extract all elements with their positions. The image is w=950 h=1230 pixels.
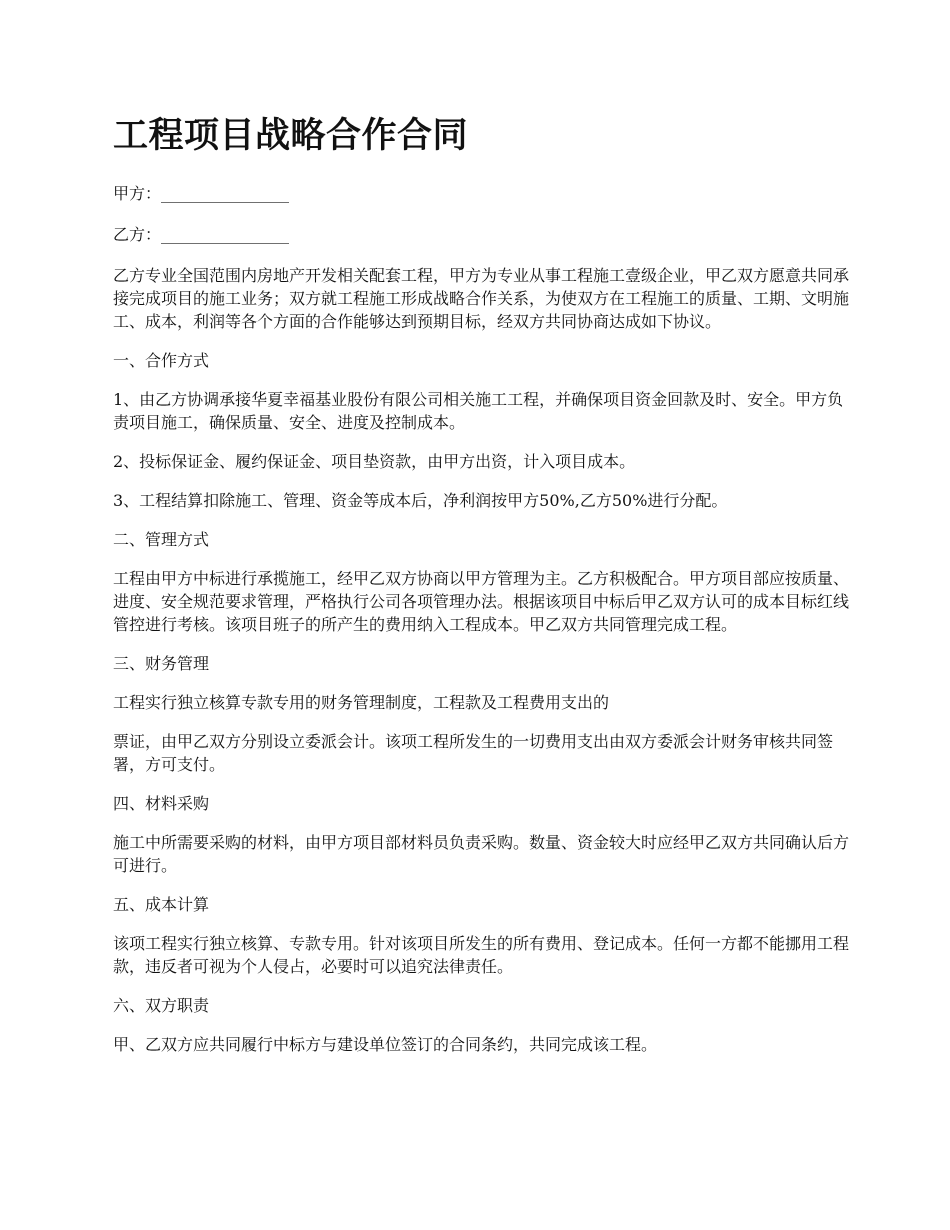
section-paragraph: 该项工程实行独立核算、专款专用。针对该项目所发生的所有费用、登记成本。任何一方都不能挪用工程款，违反者可视为个人侵占，必要时可以追究法律责任。 [113, 934, 850, 976]
section-heading: 三、财务管理 [113, 654, 210, 673]
section-financial-management [113, 652, 853, 776]
intro-paragraph: 乙方专业全国范围内房地产开发相关配套工程，甲方为专业从事工程施工壹级企业，甲乙双方愿意共同承接完成项目的施工业务；双方就工程施工形成战略合作关系，为使双方在工程施工的质量、工期、文明施工、成本，利润等各个方面的合作能够达到预期目标，经双方共同协商达成如下协议。 [113, 266, 850, 331]
section-responsibilities [113, 994, 853, 1056]
section-paragraph: 工程实行独立核算专款专用的财务管理制度，工程款及工程费用支出的 [113, 693, 610, 712]
section-heading: 六、双方职责 [113, 996, 210, 1015]
section-material-procurement [113, 792, 853, 877]
section-paragraph: 甲、乙双方应共同履行中标方与建设单位签订的合同条约，共同完成该工程。 [113, 1035, 658, 1054]
section-cost-accounting [113, 893, 853, 978]
party-a-line: 甲方：________________ [113, 184, 290, 203]
section-paragraph: 票证，由甲乙双方分别设立委派会计。该项工程所发生的一切费用支出由双方委派会计财务审核共同签署，方可支付。 [113, 732, 834, 774]
section-paragraph: 工程由甲方中标进行承揽施工，经甲乙双方协商以甲方管理为主。乙方积极配合。甲方项目部应按质量、进度、安全规范要求管理，严格执行公司各项管理办法。根据该项目中标后甲乙双方认可的成本目标红线管控进行考核。该项目班子的所产生的费用纳入工程成本。甲乙双方共同管理完成工程。 [113, 569, 850, 634]
section-paragraph: 2、投标保证金、履约保证金、项目垫资款，由甲方出资，计入项目成本。 [113, 452, 636, 471]
section-heading: 二、管理方式 [113, 530, 210, 549]
document-title: 工程项目战略合作合同 [113, 115, 469, 156]
section-paragraph: 施工中所需要采购的材料，由甲方项目部材料员负责采购。数量、资金较大时应经甲乙双方共同确认后方可进行。 [113, 833, 850, 875]
section-management-mode [113, 528, 853, 636]
section-heading: 一、合作方式 [113, 351, 210, 370]
document-page [113, 112, 853, 1072]
party-b-line: 乙方：________________ [113, 225, 290, 244]
section-heading: 四、材料采购 [113, 794, 210, 813]
section-heading: 五、成本计算 [113, 895, 210, 914]
section-paragraph: 1、由乙方协调承接华夏幸福基业股份有限公司相关施工工程，并确保项目资金回款及时、安全。甲方负责项目施工，确保质量、安全、进度及控制成本。 [113, 390, 844, 432]
section-cooperation-mode [113, 349, 853, 512]
section-paragraph: 3、工程结算扣除施工、管理、资金等成本后，净利润按甲方50%,乙方50%进行分配。 [113, 491, 728, 510]
